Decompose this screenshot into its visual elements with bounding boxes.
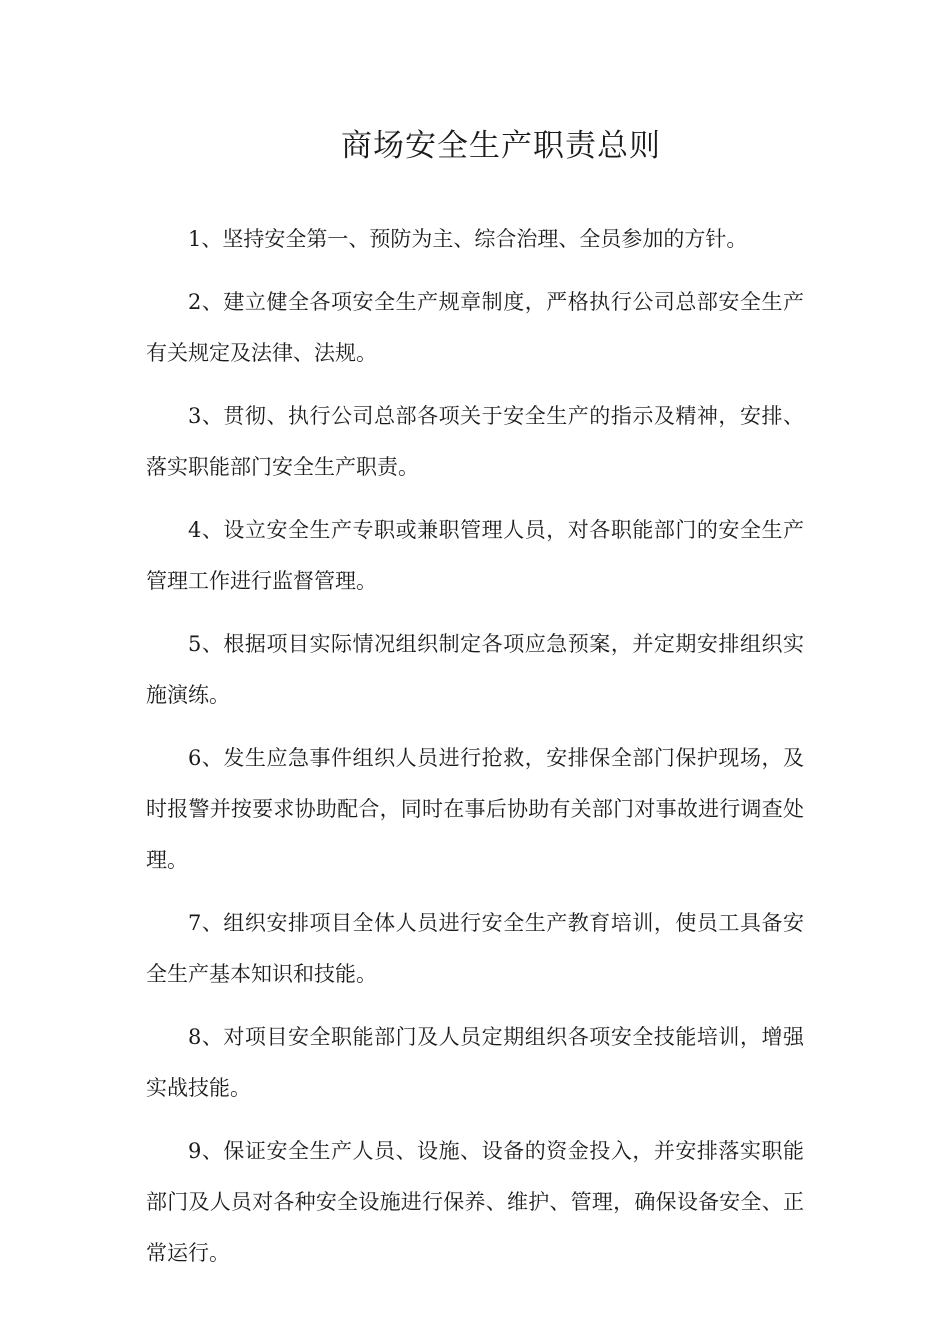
clause-2: 2、建立健全各项安全生产规章制度，严格执行公司总部安全生产有关规定及法律、法规。	[146, 290, 804, 365]
clause-7: 7、组织安排项目全体人员进行安全生产教育培训，使员工具备安全生产基本知识和技能。	[146, 911, 804, 986]
clause-1: 1、坚持安全第一、预防为主、综合治理、全员参加的方针。	[188, 227, 748, 251]
clause-6: 6、发生应急事件组织人员进行抢救，安排保全部门保护现场，及时报警并按要求协助配合，同时在事后协助有关部门对事故进行调查处理。	[146, 746, 804, 872]
clause-9: 9、保证安全生产人员、设施、设备的资金投入，并安排落实职能部门及人员对各种安全设施进行保养、维护、管理，确保设备安全、正常运行。	[146, 1139, 804, 1265]
clause-4: 4、设立安全生产专职或兼职管理人员，对各职能部门的安全生产管理工作进行监督管理。	[146, 518, 804, 593]
clause-5: 5、根据项目实际情况组织制定各项应急预案，并定期安排组织实施演练。	[146, 632, 804, 707]
clause-8: 8、对项目安全职能部门及人员定期组织各项安全技能培训，增强实战技能。	[146, 1025, 804, 1100]
clause-3: 3、贯彻、执行公司总部各项关于安全生产的指示及精神，安排、落实职能部门安全生产职责。	[146, 404, 804, 479]
document-title: 商场安全生产职责总则	[341, 128, 661, 164]
